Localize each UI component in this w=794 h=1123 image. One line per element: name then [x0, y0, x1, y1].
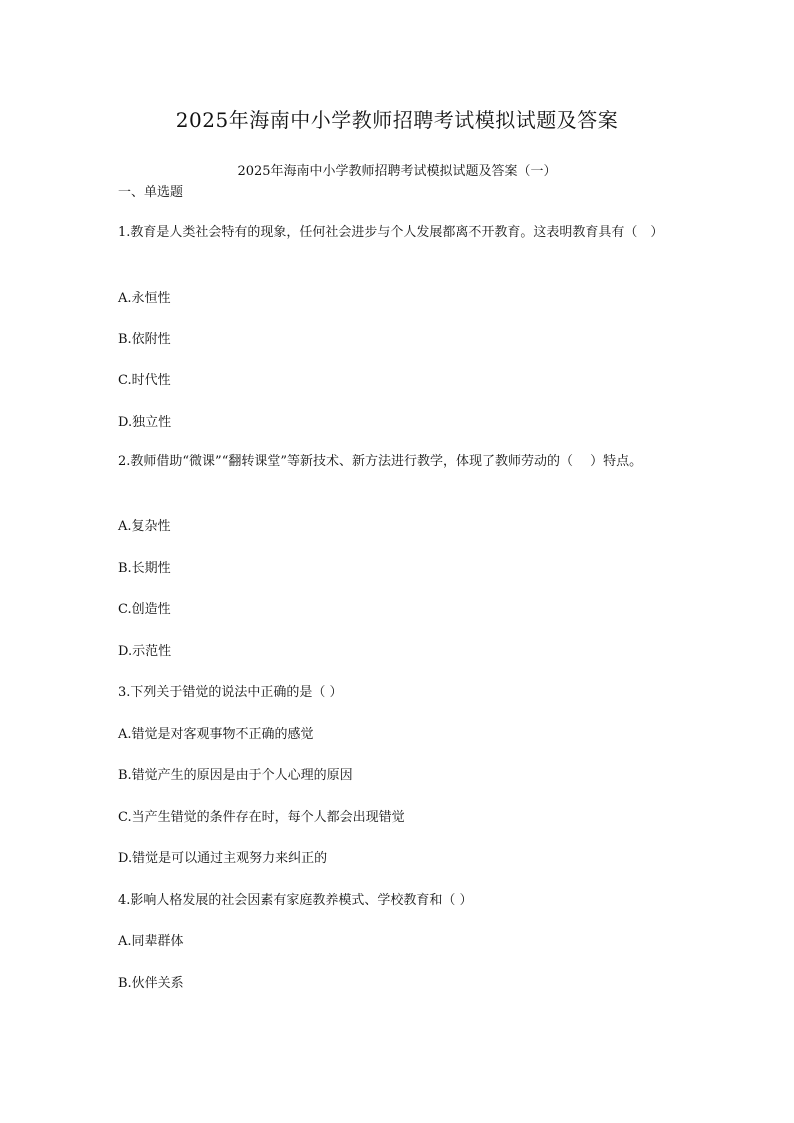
question-2-option-a: A.复杂性 [118, 519, 171, 534]
question-2-option-b: B.长期性 [118, 561, 171, 576]
question-4-option-b: B.伙伴关系 [118, 976, 184, 991]
question-2-option-d: D.示范性 [118, 644, 172, 659]
question-3-option-d: D.错觉是可以通过主观努力来纠正的 [118, 851, 328, 866]
question-1-text: 1.教育是人类社会特有的现象，任何社会进步与个人发展都离不开教育。这表明教育具有（ ） [118, 225, 664, 240]
document-subtitle: 2025年海南中小学教师招聘考试模拟试题及答案（一） [237, 164, 557, 179]
question-1-option-d: D.独立性 [118, 415, 172, 430]
question-2-option-c: C.创造性 [118, 602, 171, 617]
question-3-option-b: B.错觉产生的原因是由于个人心理的原因 [118, 768, 353, 783]
question-4-text: 4.影响人格发展的社会因素有家庭教养模式、学校教育和（ ） [118, 893, 473, 908]
question-3-option-c: C.当产生错觉的条件存在时，每个人都会出现错觉 [118, 810, 405, 825]
question-3-text: 3.下列关于错觉的说法中正确的是（ ） [118, 685, 343, 700]
section-heading: 一、单选题 [118, 185, 184, 200]
document-title: 2025年海南中小学教师招聘考试模拟试题及答案 [175, 108, 619, 132]
question-1-option-a: A.永恒性 [118, 291, 171, 306]
question-3-option-a: A.错觉是对客观事物不正确的感觉 [118, 727, 314, 742]
question-2-text: 2.教师借助“微课”“翻转课堂”等新技术、新方法进行教学，体现了教师劳动的（ ）特点。 [118, 454, 643, 469]
question-1-option-c: C.时代性 [118, 373, 171, 388]
question-4-option-a: A.同辈群体 [118, 934, 184, 949]
question-1-option-b: B.依附性 [118, 332, 171, 347]
